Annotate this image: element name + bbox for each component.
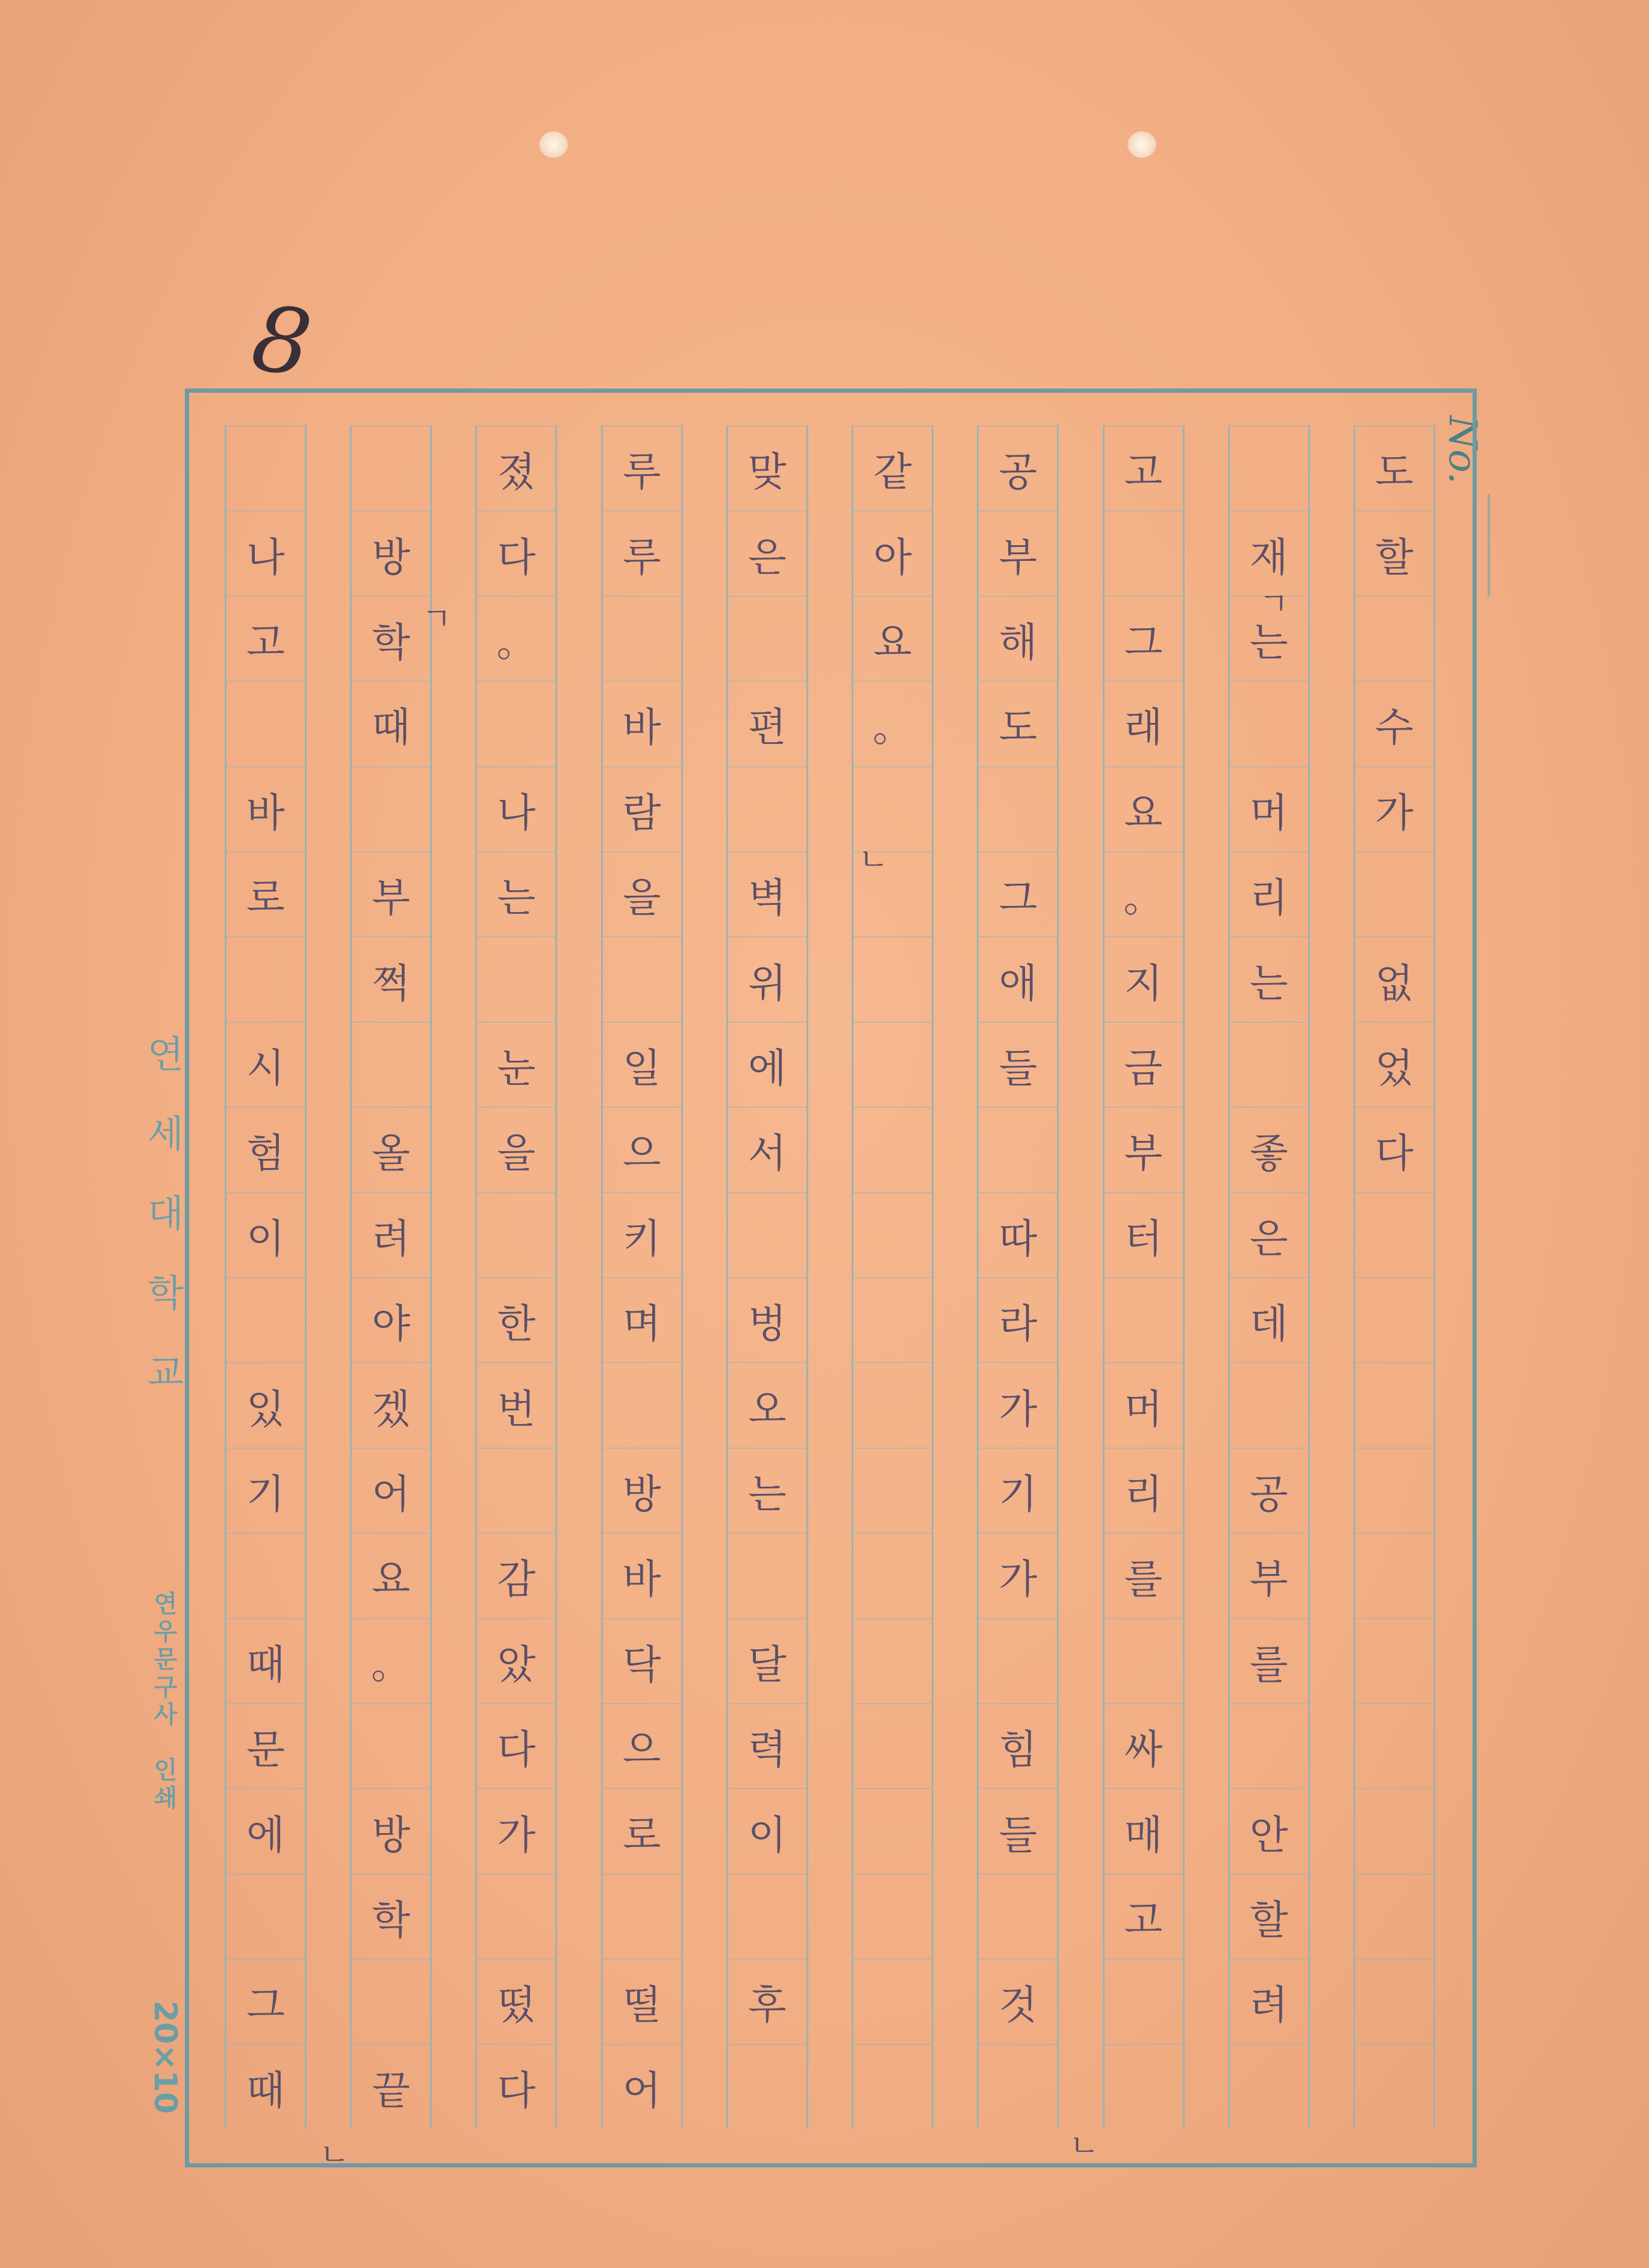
grid-cell xyxy=(1230,1022,1308,1107)
grid-cell xyxy=(226,1873,305,1958)
grid-cell: 았 xyxy=(477,1618,555,1703)
grid-cell: 떨 xyxy=(603,1958,681,2043)
grid-cell xyxy=(979,766,1057,851)
grid-cell: 할 xyxy=(1355,510,1433,595)
grid-cell: 수 xyxy=(1355,681,1433,766)
grid-cell: 으 xyxy=(603,1703,681,1788)
grid-cell xyxy=(1230,1703,1308,1788)
no-label: No. xyxy=(1440,416,1485,484)
grid-cell xyxy=(352,766,430,851)
grid-cell: 도 xyxy=(979,681,1057,766)
grid-cell: 터 xyxy=(1105,1192,1183,1277)
grid-cell: 요 xyxy=(853,596,932,681)
grid-cell: 요 xyxy=(352,1532,430,1617)
grid-cell: 것 xyxy=(979,1958,1057,2043)
grid-cell: 기 xyxy=(979,1448,1057,1532)
grid-cell xyxy=(1355,1532,1433,1617)
grid-cell: 따 xyxy=(979,1192,1057,1277)
grid-cell: 금 xyxy=(1105,1022,1183,1107)
grid-cell xyxy=(853,2044,932,2129)
grid-cell: 。 xyxy=(853,681,932,766)
grid-cell: 는 xyxy=(1230,596,1308,681)
grid-column xyxy=(1103,425,1185,2129)
grid-cell: 어 xyxy=(603,2044,681,2129)
grid-cell xyxy=(1105,2044,1183,2129)
grid-cell xyxy=(1355,1362,1433,1447)
grid-cell: 나 xyxy=(477,766,555,851)
grid-cell: 루 xyxy=(603,425,681,510)
grid-cell: 를 xyxy=(1230,1618,1308,1703)
grid-cell: 。 xyxy=(477,596,555,681)
grid-cell: 력 xyxy=(728,1703,806,1788)
grid-cell xyxy=(853,1107,932,1192)
grid-cell: 머 xyxy=(1105,1362,1183,1447)
grid-cell: 닥 xyxy=(603,1618,681,1703)
grid-cell xyxy=(853,1277,932,1362)
grid-cell xyxy=(853,1448,932,1532)
grid-cell: 리 xyxy=(1105,1448,1183,1532)
grid-cell: 공 xyxy=(1230,1448,1308,1532)
grid-cell xyxy=(728,2044,806,2129)
grid-cell: 때 xyxy=(352,681,430,766)
grid-column xyxy=(601,425,683,2129)
grid-cell xyxy=(1230,425,1308,510)
grid-cell: 로 xyxy=(603,1788,681,1873)
grid-cell: 때 xyxy=(226,1618,305,1703)
grid-cell xyxy=(1355,2044,1433,2129)
grid-cell: 을 xyxy=(603,851,681,936)
grid-cell: 로 xyxy=(226,851,305,936)
quote-mark-1: ㄱ xyxy=(1259,586,1289,622)
grid-cell: 에 xyxy=(728,1022,806,1107)
grid-cell: 들 xyxy=(979,1788,1057,1873)
grid-cell: 은 xyxy=(728,510,806,595)
grid-cell: 번 xyxy=(477,1362,555,1447)
grid-cell: 재 xyxy=(1230,510,1308,595)
grid-cell: 같 xyxy=(853,425,932,510)
grid-cell: 졌 xyxy=(477,425,555,510)
grid-cell: 시 xyxy=(226,1022,305,1107)
grid-cell: 감 xyxy=(477,1532,555,1617)
grid-column xyxy=(977,425,1059,2129)
grid-cell xyxy=(1355,1788,1433,1873)
grid-cell xyxy=(853,1958,932,2043)
grid-cell: 때 xyxy=(226,2044,305,2129)
grid-cell xyxy=(728,1532,806,1617)
grid-cell xyxy=(728,596,806,681)
grid-column xyxy=(1228,425,1310,2129)
grid-cell xyxy=(853,1532,932,1617)
grid-cell: 이 xyxy=(728,1788,806,1873)
grid-cell xyxy=(1355,1448,1433,1532)
grid-cell: 고 xyxy=(1105,425,1183,510)
grid-column xyxy=(852,425,934,2129)
grid-cell: 벙 xyxy=(728,1277,806,1362)
grid-cell: 애 xyxy=(979,936,1057,1021)
grid-cell: 할 xyxy=(1230,1873,1308,1958)
grid-cell: 부 xyxy=(1105,1107,1183,1192)
grid-cell xyxy=(226,1532,305,1617)
margin-printer-name xyxy=(139,1590,193,1812)
grid-cell: 가 xyxy=(979,1362,1057,1447)
grid-cell: 좋 xyxy=(1230,1107,1308,1192)
grid-cell xyxy=(603,1873,681,1958)
grid-cell xyxy=(1230,1362,1308,1447)
grid-cell xyxy=(853,1703,932,1788)
grid-size-label: 20×10 xyxy=(147,2000,184,2114)
grid-cell xyxy=(853,1788,932,1873)
grid-cell xyxy=(603,1362,681,1447)
margin-printer-char: 쇄 xyxy=(154,1784,178,1812)
grid-cell xyxy=(352,1703,430,1788)
grid-cell: 리 xyxy=(1230,851,1308,936)
grid-cell: 문 xyxy=(226,1703,305,1788)
grid-cell xyxy=(477,1192,555,1277)
margin-title-char: 학 xyxy=(148,1271,184,1315)
grid-cell: 기 xyxy=(226,1448,305,1532)
grid-cell: 람 xyxy=(603,766,681,851)
grid-cell: 부 xyxy=(979,510,1057,595)
grid-cell xyxy=(979,1873,1057,1958)
grid-cell: 학 xyxy=(352,596,430,681)
grid-cell xyxy=(853,1618,932,1703)
grid-cell: 으 xyxy=(603,1107,681,1192)
grid-cell xyxy=(1355,1192,1433,1277)
grid-column xyxy=(225,425,307,2129)
grid-cell: 을 xyxy=(477,1107,555,1192)
grid-cell: 서 xyxy=(728,1107,806,1192)
grid-cell: 방 xyxy=(352,510,430,595)
grid-cell xyxy=(352,1958,430,2043)
grid-cell xyxy=(979,2044,1057,2129)
grid-cell xyxy=(352,1022,430,1107)
grid-cell: 에 xyxy=(226,1788,305,1873)
grid-cell xyxy=(352,425,430,510)
margin-printer-char: 사 xyxy=(154,1701,178,1729)
grid-cell: 머 xyxy=(1230,766,1308,851)
grid-cell: 맞 xyxy=(728,425,806,510)
grid-cell: 가 xyxy=(1355,766,1433,851)
grid-cell: 해 xyxy=(979,596,1057,681)
grid-cell xyxy=(853,1873,932,1958)
grid-cell xyxy=(728,766,806,851)
quote-mark-5: ㄴ xyxy=(319,2137,350,2173)
manuscript-grid xyxy=(225,425,1435,2129)
grid-cell xyxy=(1105,1277,1183,1362)
margin-title-char: 대 xyxy=(148,1192,184,1236)
no-underline xyxy=(1488,494,1490,596)
grid-cell: 야 xyxy=(352,1277,430,1362)
grid-cell: 벽 xyxy=(728,851,806,936)
grid-cell: 공 xyxy=(979,425,1057,510)
grid-cell: 위 xyxy=(728,936,806,1021)
grid-cell xyxy=(477,936,555,1021)
margin-title-char: 세 xyxy=(148,1112,184,1156)
grid-cell xyxy=(226,425,305,510)
grid-cell: 는 xyxy=(728,1448,806,1532)
grid-cell: 없 xyxy=(1355,936,1433,1021)
grid-cell: 며 xyxy=(603,1277,681,1362)
grid-cell: 부 xyxy=(1230,1532,1308,1617)
grid-cell: 방 xyxy=(603,1448,681,1532)
punch-hole-right xyxy=(1127,131,1156,158)
grid-cell: 있 xyxy=(226,1362,305,1447)
grid-cell xyxy=(1355,1618,1433,1703)
grid-cell: 매 xyxy=(1105,1788,1183,1873)
grid-cell: 안 xyxy=(1230,1788,1308,1873)
grid-cell xyxy=(477,681,555,766)
grid-cell: 겠 xyxy=(352,1362,430,1447)
grid-cell: 데 xyxy=(1230,1277,1308,1362)
grid-cell: 들 xyxy=(979,1022,1057,1107)
margin-printer-char: 구 xyxy=(154,1673,178,1701)
margin-title-char: 연 xyxy=(148,1032,184,1076)
grid-cell xyxy=(1105,1958,1183,2043)
grid-cell: 바 xyxy=(603,1532,681,1617)
grid-cell: 고 xyxy=(1105,1873,1183,1958)
grid-cell: 이 xyxy=(226,1192,305,1277)
grid-cell xyxy=(1105,510,1183,595)
page-number: 8 xyxy=(246,286,318,398)
grid-cell xyxy=(979,1107,1057,1192)
grid-cell: 바 xyxy=(226,766,305,851)
grid-cell xyxy=(477,1873,555,1958)
margin-printer-char: 문 xyxy=(154,1646,178,1673)
grid-cell xyxy=(1230,2044,1308,2129)
grid-cell: 끝 xyxy=(352,2044,430,2129)
quote-mark-3: ㄴ xyxy=(858,842,889,878)
grid-cell xyxy=(226,936,305,1021)
grid-cell: 올 xyxy=(352,1107,430,1192)
grid-cell: 래 xyxy=(1105,681,1183,766)
grid-cell xyxy=(1355,1277,1433,1362)
quote-mark-4: ㄴ xyxy=(1069,2128,1100,2164)
punch-hole-left xyxy=(539,131,568,158)
grid-cell xyxy=(853,1192,932,1277)
grid-cell xyxy=(1230,681,1308,766)
grid-cell: 싸 xyxy=(1105,1703,1183,1788)
grid-cell: 라 xyxy=(979,1277,1057,1362)
grid-cell: 。 xyxy=(352,1618,430,1703)
grid-cell: 도 xyxy=(1355,425,1433,510)
grid-cell xyxy=(477,1448,555,1532)
grid-cell: 그 xyxy=(979,851,1057,936)
margin-printer-char: 우 xyxy=(154,1618,178,1646)
grid-cell: 일 xyxy=(603,1022,681,1107)
grid-cell: 아 xyxy=(853,510,932,595)
grid-cell xyxy=(603,596,681,681)
margin-printer-char: 인 xyxy=(154,1757,178,1784)
grid-cell: 는 xyxy=(477,851,555,936)
grid-cell: 그 xyxy=(226,1958,305,2043)
grid-cell: 방 xyxy=(352,1788,430,1873)
grid-cell: 떴 xyxy=(477,1958,555,2043)
grid-column xyxy=(1353,425,1435,2129)
grid-cell xyxy=(728,1873,806,1958)
grid-cell: 나 xyxy=(226,510,305,595)
grid-cell: 한 xyxy=(477,1277,555,1362)
grid-cell: 험 xyxy=(226,1107,305,1192)
grid-cell: 다 xyxy=(477,510,555,595)
grid-cell: 다 xyxy=(477,2044,555,2129)
grid-cell: 고 xyxy=(226,596,305,681)
grid-cell: 달 xyxy=(728,1618,806,1703)
margin-university-name xyxy=(139,1032,193,1434)
quote-mark-2: ㄱ xyxy=(422,601,452,637)
grid-cell: 지 xyxy=(1105,936,1183,1021)
grid-cell xyxy=(853,1022,932,1107)
margin-printer-char xyxy=(161,1729,170,1757)
grid-cell: 키 xyxy=(603,1192,681,1277)
grid-cell xyxy=(979,1618,1057,1703)
grid-cell xyxy=(1355,1873,1433,1958)
grid-cell: 오 xyxy=(728,1362,806,1447)
grid-cell: 후 xyxy=(728,1958,806,2043)
grid-cell xyxy=(853,936,932,1021)
grid-cell xyxy=(226,681,305,766)
grid-cell: 려 xyxy=(352,1192,430,1277)
grid-cell: 었 xyxy=(1355,1022,1433,1107)
grid-cell: 려 xyxy=(1230,1958,1308,2043)
grid-column xyxy=(350,425,432,2129)
grid-cell: 눈 xyxy=(477,1022,555,1107)
grid-cell: 부 xyxy=(352,851,430,936)
grid-cell xyxy=(853,1362,932,1447)
grid-cell: 가 xyxy=(979,1532,1057,1617)
grid-cell: 은 xyxy=(1230,1192,1308,1277)
grid-cell: 쩍 xyxy=(352,936,430,1021)
grid-cell: 그 xyxy=(1105,596,1183,681)
grid-column xyxy=(726,425,808,2129)
grid-cell: 다 xyxy=(477,1703,555,1788)
grid-cell: 어 xyxy=(352,1448,430,1532)
grid-cell: 루 xyxy=(603,510,681,595)
grid-cell xyxy=(1355,1958,1433,2043)
grid-cell xyxy=(1355,851,1433,936)
grid-column xyxy=(475,425,557,2129)
grid-cell: 바 xyxy=(603,681,681,766)
grid-cell xyxy=(1105,1618,1183,1703)
grid-cell: 를 xyxy=(1105,1532,1183,1617)
grid-cell: 학 xyxy=(352,1873,430,1958)
grid-cell: 는 xyxy=(1230,936,1308,1021)
grid-cell: 。 xyxy=(1105,851,1183,936)
grid-cell xyxy=(603,936,681,1021)
grid-cell: 편 xyxy=(728,681,806,766)
grid-cell xyxy=(1355,596,1433,681)
grid-cell: 가 xyxy=(477,1788,555,1873)
grid-cell xyxy=(1355,1703,1433,1788)
grid-cell xyxy=(728,1192,806,1277)
grid-cell: 다 xyxy=(1355,1107,1433,1192)
margin-title-char: 교 xyxy=(148,1351,184,1395)
margin-printer-char: 연 xyxy=(154,1590,178,1618)
grid-cell xyxy=(226,1277,305,1362)
grid-cell: 힘 xyxy=(979,1703,1057,1788)
grid-cell: 요 xyxy=(1105,766,1183,851)
